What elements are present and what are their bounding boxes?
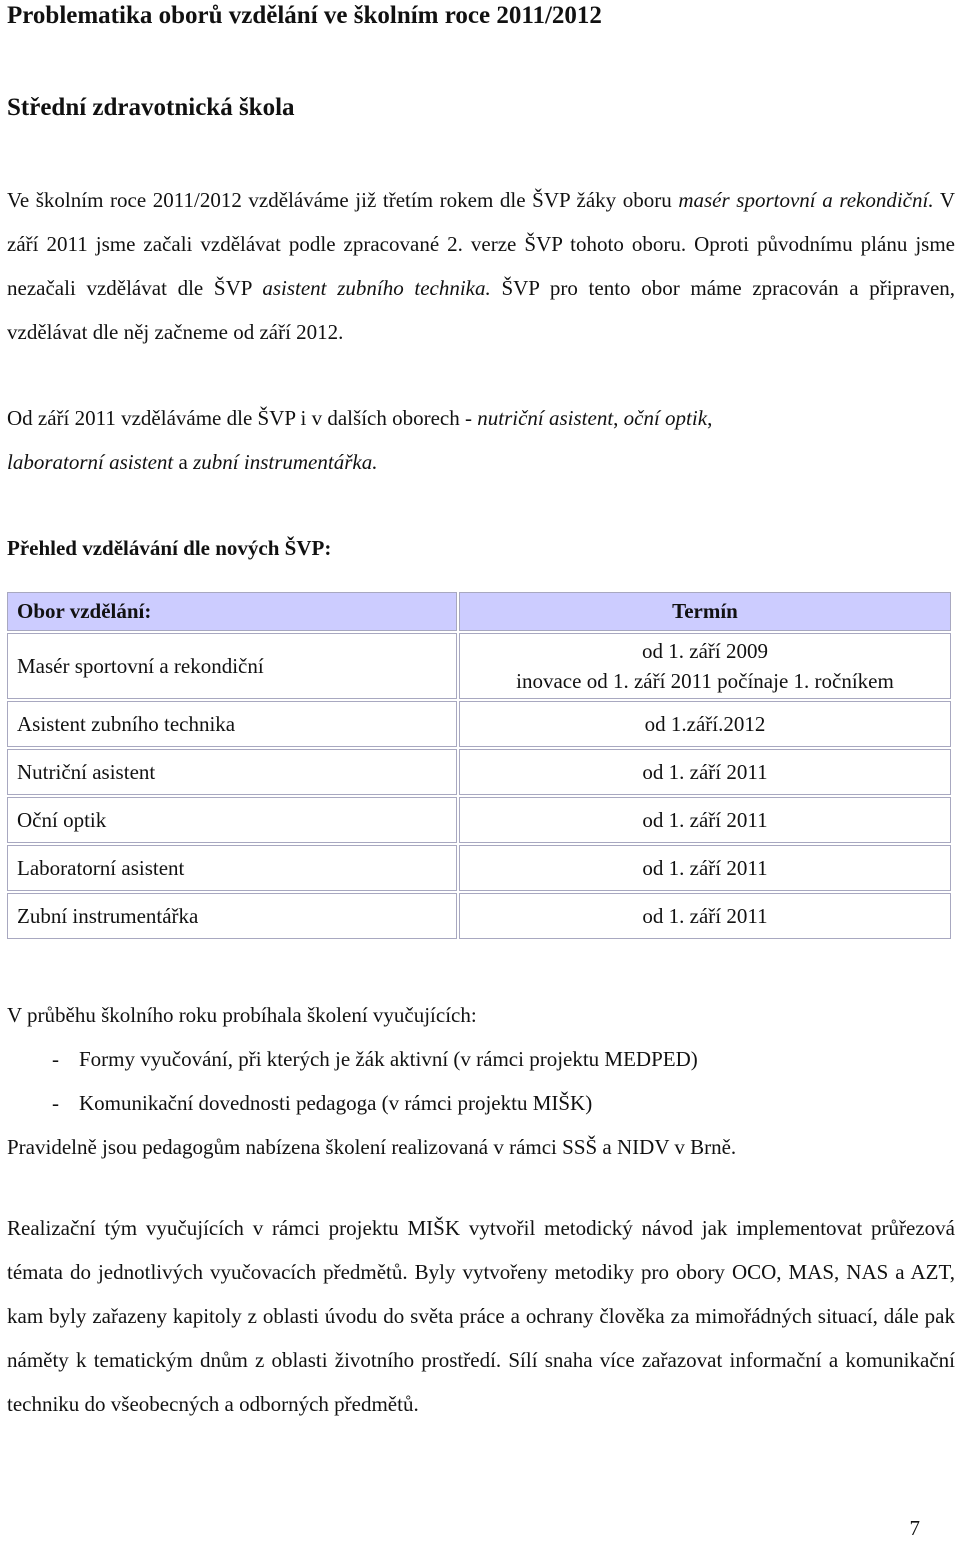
intro-text-2: V září 2011 jsme začali vzdělávat podle zpracované 2. verze ŠVP tohoto oboru. Oproti původnímu plánu jsme nezačali vzdělávat dle ŠVP [7,188,955,300]
table-row [7,749,951,795]
field-nutricni: nutriční asistent [477,406,614,430]
header-term: Termín [459,592,951,631]
term-value: od 1. září 2009 [642,639,768,663]
training-regular: Pravidelně jsou pedagogům nabízena školení realizovaná v rámci SSŠ a NIDV v Brně. [7,1135,737,1159]
term-cell: od 1. září 2011 [459,893,951,939]
header-field: Obor vzdělání: [7,592,457,631]
term-cell: od 1. září 2011 [459,749,951,795]
field-cell: Asistent zubního technika [7,701,457,747]
intro-field-azt: asistent zubního technika. [262,276,491,300]
dash-bullet: - [52,1091,59,1115]
table-row [7,797,951,843]
field-cell: Oční optik [7,797,457,843]
term-cell [459,633,951,699]
dash-bullet: - [52,1047,59,1071]
table-row [7,845,951,891]
other-fields-text-1: Od září 2011 vzděláváme dle ŠVP i v dalších oborech - [7,406,478,430]
term-cell: od 1. září 2011 [459,845,951,891]
document-title: Problematika oborů vzdělání ve školním roce 2011/2012 [7,2,602,29]
list-item [7,1081,955,1125]
overview-table [5,590,953,941]
field-ocni: oční optik [623,406,708,430]
training-section [7,993,955,1169]
separator-2: , [707,406,713,430]
intro-text-1: Ve školním roce 2011/2012 vzděláváme již třetím rokem dle ŠVP žáky oboru [7,188,679,212]
field-cell: Masér sportovní a rekondiční [7,633,457,699]
intro-field-maser: masér sportovní a rekondiční. [678,188,934,212]
separator-1: , [613,406,624,430]
field-cell: Nutriční asistent [7,749,457,795]
field-laboratorni: laboratorní asistent [7,450,174,474]
term-cell: od 1.září.2012 [459,701,951,747]
separator-3: a [173,450,194,474]
intro-paragraph [7,178,955,354]
school-heading: Střední zdravotnická škola [7,94,295,121]
list-item-text: Formy vyučování, při kterých je žák aktivní (v rámci projektu MEDPED) [79,1047,698,1071]
training-list [7,1037,955,1125]
other-fields-paragraph [7,396,955,484]
list-item-text: Komunikační dovednosti pedagoga (v rámci projektu MIŠK) [79,1091,593,1115]
table-header-row [7,592,951,631]
table-row [7,701,951,747]
team-paragraph: Realizační tým vyučujících v rámci projektu MIŠK vytvořil metodický návod jak implementovat průřezová témata do jednotlivých vyučovacích předmětů. Byly vytvořeny metodiky pro obory OCO, MAS, NAS a AZT, kam byly zařazeny kapitoly z oblasti úvodu do světa práce a ochrany člověka za mimořádných situací, dále pak náměty k tematickým dnům z oblasti životního prostředí. Sílí snaha více zařazovat informační a komunikační techniku do všeobecných a odborných předmětů. [7,1216,955,1416]
table-row [7,633,951,699]
overview-heading: Přehled vzdělávání dle nových ŠVP: [7,536,332,560]
term-cell: od 1. září 2011 [459,797,951,843]
field-cell: Zubní instrumentářka [7,893,457,939]
term-note: inovace od 1. září 2011 počínaje 1. ročníkem [516,669,894,693]
training-intro: V průběhu školního roku probíhala školení vyučujících: [7,1003,477,1027]
intro-text-3: ŠVP pro tento obor máme zpracován a připraven, vzdělávat dle něj začneme od září 2012. [7,276,956,344]
field-zubni: zubní instrumentářka. [193,450,378,474]
page-number: 7 [909,1516,920,1540]
field-cell: Laboratorní asistent [7,845,457,891]
list-item [7,1037,955,1081]
table-row [7,893,951,939]
